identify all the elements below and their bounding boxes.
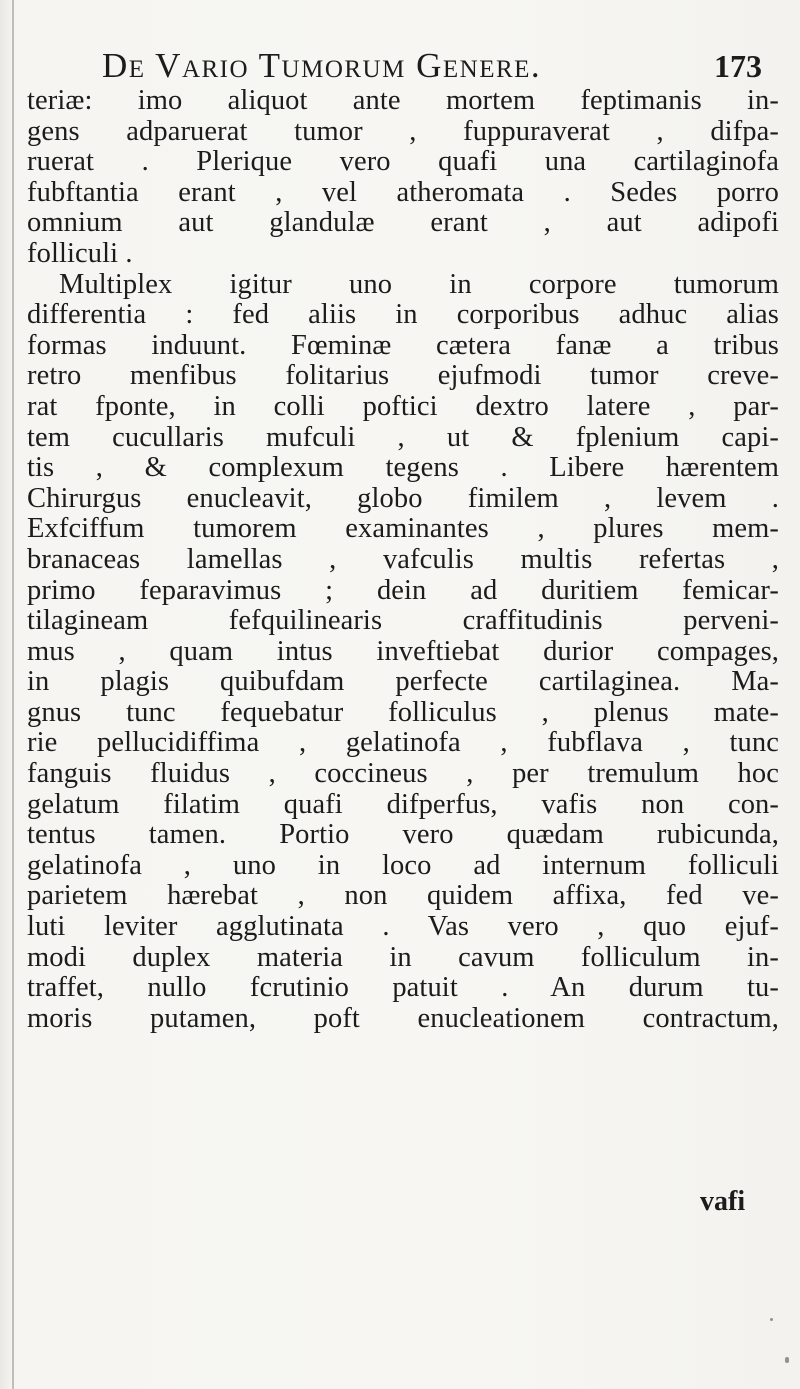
text-line: gnus tunc fequebatur folliculus , plenus mate- — [27, 696, 779, 728]
text-line: ruerat . Plerique vero quafi una cartilaginofa — [27, 146, 779, 178]
text-line: gelatinofa , uno in loco ad internum folliculi — [27, 849, 779, 881]
body-text — [27, 86, 779, 1034]
text-line: Chirurgus enucleavit, globo fimilem , levem . — [27, 482, 779, 514]
text-line: tis , & complexum tegens . Libere hærentem — [27, 452, 779, 484]
paper-speck — [785, 1357, 789, 1363]
text-line: rat fponte, in colli poftici dextro latere , par- — [27, 390, 779, 422]
text-line: parietem hærebat , non quidem affixa, fed ve- — [27, 880, 779, 912]
text-line: teriæ: imo aliquot ante mortem feptimanis in- — [27, 85, 779, 116]
page-number: 173 — [714, 48, 762, 84]
text-line: tilagineam fefquilinearis craffitudinis perveni- — [27, 605, 779, 637]
text-line: branaceas lamellas , vafculis multis refertas , — [27, 543, 779, 575]
running-title: De Vario Tumorum Genere. — [102, 46, 542, 85]
text-line: fanguis fluidus , coccineus , per tremulum hoc — [27, 758, 779, 790]
text-line: in plagis quibufdam perfecte cartilaginea. Ma- — [27, 666, 779, 698]
text-line: folliculi . — [27, 237, 133, 269]
text-line: gens adparuerat tumor , fuppuraverat , difpa- — [27, 115, 779, 147]
page-header — [102, 44, 762, 88]
text-line: traffet, nullo fcrutinio patuit . An durum tu- — [27, 972, 779, 1004]
text-line: retro menfibus folitarius ejufmodi tumor creve- — [27, 360, 779, 392]
text-line: gelatum filatim quafi difperfus, vafis non con- — [27, 788, 779, 820]
text-line: rie pellucidiffima , gelatinofa , fubflava , tunc — [27, 727, 779, 759]
text-line: primo feparavimus ; dein ad duritiem femicar- — [27, 574, 779, 606]
text-line: formas induunt. Fœminæ cætera fanæ a tribus — [27, 329, 779, 361]
page-gutter-edge — [12, 0, 14, 1389]
text-line: fubftantia erant , vel atheromata . Sedes porro — [27, 176, 779, 208]
text-line: Multiplex igitur uno in corpore tumorum — [59, 268, 779, 300]
text-line: differentia : fed aliis in corporibus adhuc alias — [27, 299, 779, 331]
text-line: tentus tamen. Portio vero quædam rubicunda, — [27, 819, 779, 851]
text-line: luti leviter agglutinata . Vas vero , quo ejuf- — [27, 911, 779, 943]
catchword: vafi — [700, 1186, 746, 1217]
text-line: mus , quam intus inveftiebat durior compages, — [27, 635, 779, 667]
paper-speck — [770, 1318, 773, 1321]
text-line: tem cucullaris mufculi , ut & fplenium capi- — [27, 421, 779, 453]
text-line: modi duplex materia in cavum folliculum in- — [27, 941, 779, 973]
text-line: moris putamen, poft enucleationem contractum, — [27, 1002, 779, 1034]
text-line: Exfciffum tumorem examinantes , plures mem- — [27, 513, 779, 545]
text-line: omnium aut glandulæ erant , aut adipofi — [27, 207, 779, 239]
